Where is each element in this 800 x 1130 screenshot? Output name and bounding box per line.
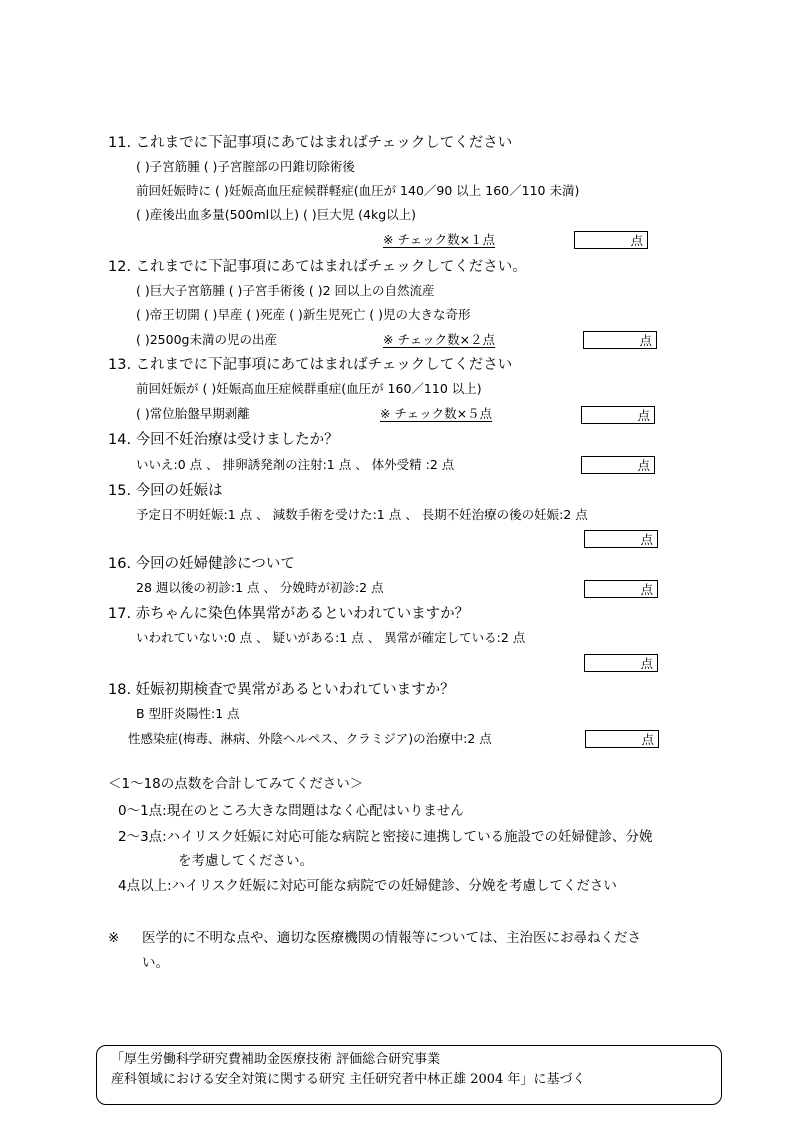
q13-score-box[interactable]: 点 bbox=[581, 406, 655, 424]
q16-options: 28 週以後の初診:1 点 、 分娩時が初診:2 点 bbox=[136, 580, 384, 595]
footer-line-2: 産科領域における安全対策に関する研究 主任研究者中林正雄 2004 年」に基づく bbox=[111, 1072, 586, 1087]
q18-score-box[interactable]: 点 bbox=[585, 730, 659, 748]
note-line-1: 医学的に不明な点や、適切な医療機関の情報等については、主治医にお尋ねくださ bbox=[142, 930, 641, 946]
q17-options: いわれていない:0 点 、 疑いがある:1 点 、 異常が確定している:2 点 bbox=[136, 630, 526, 645]
q17-title: 17. 赤ちゃんに染色体異常があるといわれていますか？ bbox=[108, 606, 470, 622]
note-line-2: い。 bbox=[142, 955, 169, 971]
footer-line-1: 「厚生労働科学研究費補助金医療技術 評価総合研究事業 bbox=[111, 1052, 441, 1067]
q15-score-box[interactable]: 点 bbox=[584, 530, 658, 548]
summary-result-2-3-cont: を考慮してください。 bbox=[178, 853, 313, 869]
q13-formula: ※ チェック数×５点 bbox=[380, 406, 493, 421]
note-mark: ※ bbox=[108, 930, 120, 946]
q12-title: 12. これまでに下記事項にあてはまればチェックしてください。 bbox=[108, 259, 527, 275]
summary-result-2-3: 2～3点:ハイリスク妊娠に対応可能な病院と密接に連携している施設での妊婦健診、分娩 bbox=[118, 829, 653, 845]
q18-options-1: B 型肝炎陽性:1 点 bbox=[136, 706, 240, 721]
q17-score-box[interactable]: 点 bbox=[584, 654, 658, 672]
q13-title: 13. これまでに下記事項にあてはまればチェックしてください bbox=[108, 357, 513, 373]
q15-options: 予定日不明妊娠:1 点 、 減数手術を受けた:1 点 、 長期不妊治療の後の妊娠:2 点 bbox=[136, 507, 588, 522]
q11-options-1: ( )子宮筋腫 ( )子宮膣部の円錐切除術後 bbox=[136, 159, 355, 174]
q16-title: 16. 今回の妊婦健診について bbox=[108, 556, 295, 572]
q18-title: 18. 妊娠初期検査で異常があるといわれていますか？ bbox=[108, 682, 455, 698]
q11-options-3: ( )産後出血多量(500ml以上) ( )巨大児 (4kg以上) bbox=[136, 207, 417, 222]
q12-options-1: ( )巨大子宮筋腫 ( )子宮手術後 ( )2 回以上の自然流産 bbox=[136, 283, 435, 298]
summary-result-4plus: 4点以上:ハイリスク妊娠に対応可能な病院での妊婦健診、分娩を考慮してください bbox=[118, 878, 617, 894]
q13-options-2: ( )常位胎盤早期剥離 bbox=[136, 406, 250, 421]
q14-score-box[interactable]: 点 bbox=[581, 456, 655, 474]
q12-options-2: ( )帝王切開 ( )早産 ( )死産 ( )新生児死亡 ( )児の大きな奇形 bbox=[136, 307, 471, 322]
q18-options-2: 性感染症(梅毒、淋病、外陰ヘルペス、クラミジア)の治療中:2 点 bbox=[128, 731, 492, 746]
q11-title: 11. これまでに下記事項にあてはまればチェックしてください bbox=[108, 135, 513, 151]
q12-formula: ※ チェック数×２点 bbox=[383, 332, 496, 347]
q13-options-1: 前回妊娠が ( )妊娠高血圧症候群重症(血圧が 160／110 以上) bbox=[136, 381, 482, 396]
q12-options-3: ( )2500g未満の児の出産 bbox=[136, 332, 277, 347]
q15-title: 15. 今回の妊娠は bbox=[108, 483, 223, 499]
summary-heading: ＜1～18の点数を合計してみてください＞ bbox=[108, 776, 364, 792]
q12-score-box[interactable]: 点 bbox=[583, 331, 657, 349]
summary-result-0-1: 0～1点:現在のところ大きな問題はなく心配はいりません bbox=[118, 803, 464, 819]
q11-score-box[interactable]: 点 bbox=[574, 231, 648, 249]
q14-options: いいえ:0 点 、 排卵誘発剤の注射:1 点 、 体外受精 :2 点 bbox=[136, 457, 455, 472]
q11-formula: ※ チェック数×１点 bbox=[383, 232, 496, 247]
q14-title: 14. 今回不妊治療は受けましたか？ bbox=[108, 432, 339, 448]
q16-score-box[interactable]: 点 bbox=[584, 580, 658, 598]
footer-source-box bbox=[96, 1045, 722, 1105]
q11-options-2: 前回妊娠時に ( )妊娠高血圧症候群軽症(血圧が 140／90 以上 160／110 未満) bbox=[136, 183, 580, 198]
